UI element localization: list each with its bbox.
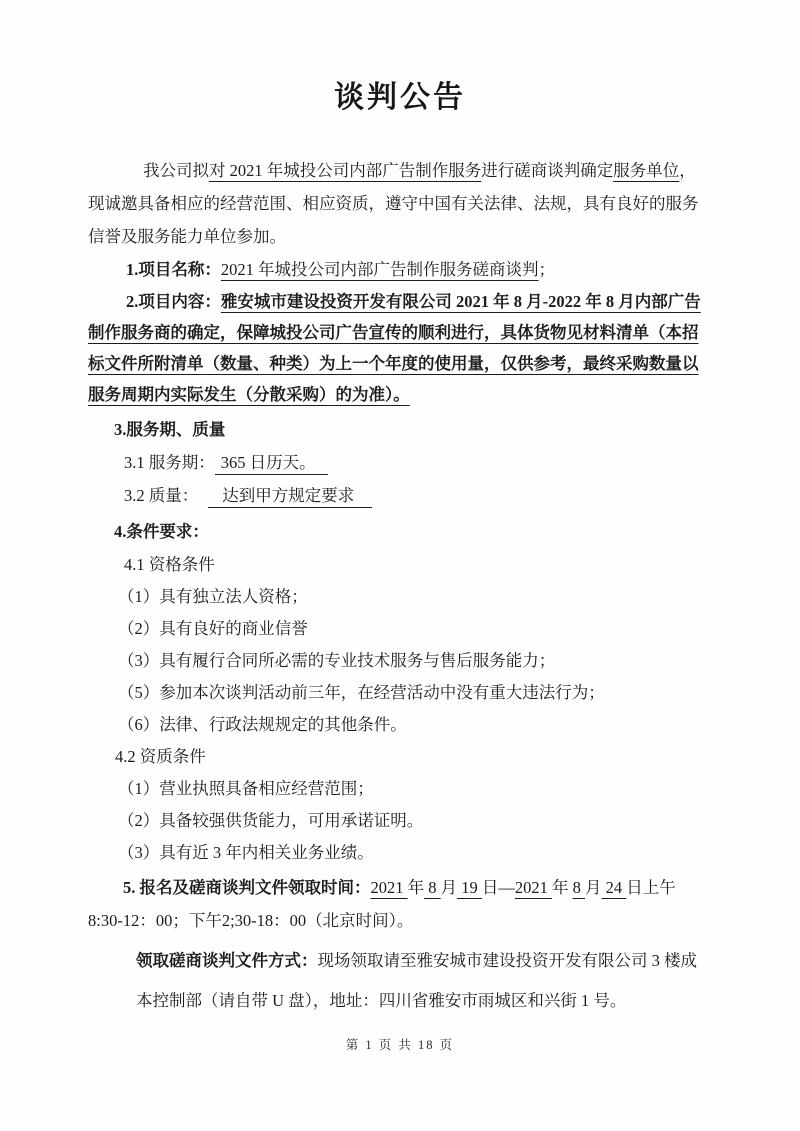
text-segment: 对 2021 年城投公司内部广告制作服务 <box>209 161 482 180</box>
document-body <box>88 154 710 1021</box>
text-segment: 服务单位 <box>613 161 680 180</box>
list-item-aptitude-2: （2）具备较强供货能力，可用承诺证明。 <box>118 811 424 830</box>
text-segment: 8 <box>424 878 441 897</box>
paragraph-intro <box>88 154 710 253</box>
subheading-qualification-conditions: 4.1 资格条件 <box>124 555 215 574</box>
list-item-aptitude-1: （1）营业执照具备相应经营范围； <box>118 779 374 798</box>
text-segment: 19 <box>457 878 482 897</box>
text-segment: 现场领取请至雅安城市建设投资开发有限公司 3 楼成本控制部（请自带 U 盘），地址：四川省雅安市雨城区和兴街 1 号。 <box>136 951 697 1010</box>
text-segment: 2021 <box>370 878 408 897</box>
quality-label: 3.2 质量： <box>124 486 199 505</box>
text-segment: 24 <box>601 878 627 897</box>
paragraph-document-collection-method <box>136 941 710 1021</box>
heading-service-period-quality: 3.服务期、质量 <box>114 420 226 439</box>
list-item-qualification-1: （1）具有独立法人资格； <box>118 587 308 606</box>
paragraph-project-content <box>88 286 710 410</box>
line-quality <box>88 479 710 512</box>
text-segment: 我公司拟 <box>143 161 209 180</box>
text-segment: 年 <box>552 878 573 897</box>
text-segment: ； <box>538 260 555 279</box>
service-period-value: 365 日历天。 <box>215 453 328 475</box>
text-segment: 1.项目名称： <box>126 260 221 279</box>
text-segment: 8 <box>572 878 585 897</box>
list-item-aptitude-3: （3）具有近 3 年内相关业务业绩。 <box>118 843 374 862</box>
list-item-qualification-3: （3）具有履行合同所必需的专业技术服务与售后服务能力； <box>118 651 556 670</box>
paragraph-document-collection-time <box>88 871 710 937</box>
line-service-period <box>88 446 710 479</box>
service-period-label: 3.1 服务期： <box>124 453 215 472</box>
list-item-qualification-5: （5）参加本次谈判活动前三年，在经营活动中没有重大违法行为； <box>118 683 605 702</box>
text-segment: 2021 <box>514 878 552 897</box>
paragraph-project-name <box>88 253 710 286</box>
text-segment: 日— <box>481 878 515 897</box>
text-segment: 2.项目内容： <box>126 292 221 311</box>
quality-value: 达到甲方规定要求 <box>208 486 372 508</box>
list-item-qualification-6: （6）法律、行政法规规定的其他条件。 <box>118 715 407 734</box>
text-segment: 月 <box>585 878 602 897</box>
subheading-aptitude-conditions: 4.2 资质条件 <box>115 747 206 766</box>
text-segment: 5. 报名及磋商谈判文件领取时间： <box>123 878 371 897</box>
text-segment: 日上午8:30-12：00；下午2;30-18：00（北京时间）。 <box>88 878 676 930</box>
list-item-qualification-2: （2）具有良好的商业信誉 <box>118 619 308 638</box>
text-segment: 进行磋商谈判确定 <box>481 161 614 180</box>
text-segment: ，现诚邀具备相应的经营范围、相应资质，遵守中国有关法律、法规，具有良好的服务信誉及服务能力单位参加。 <box>88 161 699 246</box>
page-title: 谈判公告 <box>334 81 466 114</box>
text-segment: 2021 年城投公司内部广告制作服务磋商谈判 <box>220 260 539 279</box>
text-segment: 月 <box>440 878 458 897</box>
heading-condition-requirements: 4.条件要求： <box>114 522 209 541</box>
page-number: 第 1 页 共 18 页 <box>345 1038 455 1052</box>
text-segment: 雅安城市建设投资开发有限公司 2021 年 8 月-2022 年 8 月内部广告制作服务商的确定，保障城投公司广告宣传的顺利进行，具体货物见材料清单（本招标文件所附清单（数量、种类）为上一个年度的使用量，仅供参考，最终采购数量以服务周期内实际发生（分散采购）的为准）。 <box>88 292 701 404</box>
text-segment: 领取磋商谈判文件方式： <box>136 951 318 970</box>
text-segment: 年 <box>407 878 425 897</box>
